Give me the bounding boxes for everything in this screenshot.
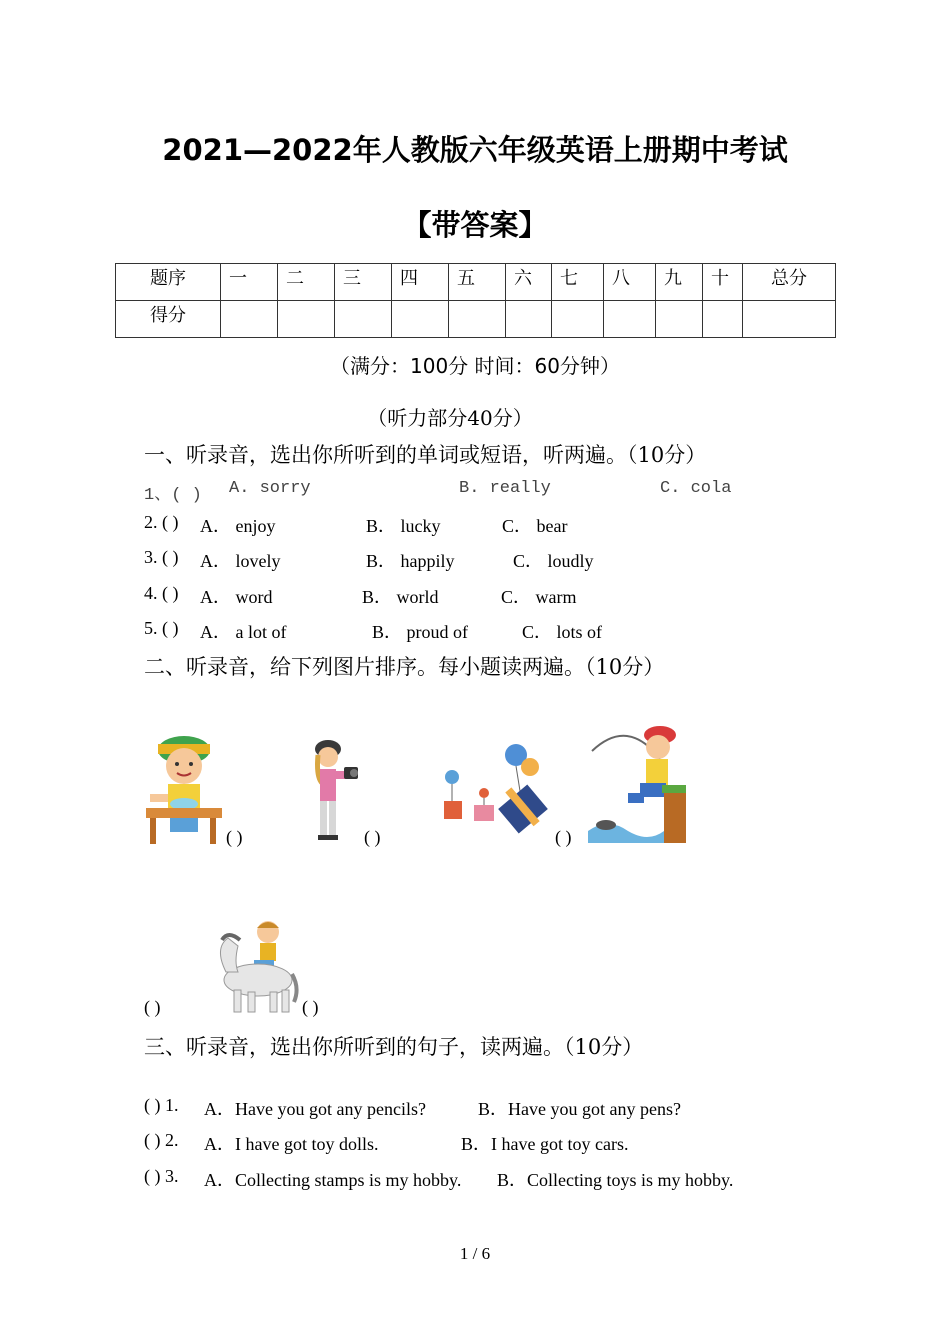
q4-number: 4. ( ) [144, 583, 179, 603]
q5-option-a: A． a lot of [200, 622, 287, 642]
score-header-cell: 题序 [116, 264, 221, 301]
score-cell[interactable] [392, 301, 449, 338]
score-row-label: 得分 [116, 301, 221, 338]
s3-item1-option-b: B．Have you got any pens? [478, 1099, 681, 1119]
score-table-header-row [116, 264, 836, 301]
q2-number: 2. ( ) [144, 512, 179, 532]
score-header-cell: 五 [449, 264, 506, 301]
score-header-cell: 七 [552, 264, 604, 301]
s3-item2-number: ( ) 2. [144, 1130, 179, 1150]
score-cell[interactable] [604, 301, 656, 338]
score-cell[interactable] [743, 301, 836, 338]
q4-option-a: A． word [200, 587, 273, 607]
picture-blank[interactable]: ( ) [226, 827, 243, 847]
listening-header: （听力部分40分） [367, 406, 533, 430]
q3-option-b: B． happily [366, 551, 455, 571]
q2-option-a: A． enjoy [200, 516, 276, 536]
score-header-cell: 十 [703, 264, 743, 301]
q1-option-c: C. cola [660, 479, 732, 498]
score-header-cell: 四 [392, 264, 449, 301]
exam-meta: （满分：100分 时间：60分钟） [330, 354, 620, 378]
q3-option-a: A． lovely [200, 551, 281, 571]
score-cell[interactable] [506, 301, 552, 338]
score-cell[interactable] [449, 301, 506, 338]
section1-title: 一、听录音，选出你所听到的单词或短语，听两遍。（10分） [144, 443, 707, 467]
score-header-cell: 六 [506, 264, 552, 301]
q3-number: 3. ( ) [144, 547, 179, 567]
doc-title-line1: 2021—2022年人教版六年级英语上册期中考试 [162, 133, 788, 167]
q4-option-b: B． world [362, 587, 439, 607]
score-cell[interactable] [703, 301, 743, 338]
doc-title-line2: 【带答案】 [402, 208, 548, 242]
score-header-cell: 三 [335, 264, 392, 301]
score-cell[interactable] [552, 301, 604, 338]
score-cell[interactable] [221, 301, 278, 338]
q5-option-c: C． lots of [522, 622, 603, 642]
score-header-cell: 八 [604, 264, 656, 301]
score-header-cell: 二 [278, 264, 335, 301]
score-cell[interactable] [278, 301, 335, 338]
score-header-cell: 总分 [743, 264, 836, 301]
girl-camera-picture [298, 737, 362, 843]
score-cell[interactable] [335, 301, 392, 338]
q2-option-c: C． bear [502, 516, 568, 536]
score-cell[interactable] [656, 301, 703, 338]
picture-blank[interactable]: ( ) [364, 827, 381, 847]
s3-item1-number: ( ) 1. [144, 1095, 179, 1115]
q5-option-b: B． proud of [372, 622, 468, 642]
q3-option-c: C． loudly [513, 551, 594, 571]
picture-blank[interactable]: ( ) [144, 997, 161, 1017]
q1-option-a: A. sorry [229, 479, 311, 498]
s3-item3-option-a: A．Collecting stamps is my hobby. [204, 1170, 462, 1190]
picture-blank[interactable]: ( ) [302, 997, 319, 1017]
s3-item2-option-b: B．I have got toy cars. [461, 1134, 629, 1154]
q2-option-b: B． lucky [366, 516, 441, 536]
q4-option-c: C． warm [501, 587, 577, 607]
score-table [115, 263, 836, 338]
q1-number: 1、( ) [144, 486, 202, 505]
section2-title: 二、听录音，给下列图片排序。每小题读两遍。（10分） [144, 655, 665, 679]
s3-item1-option-a: A．Have you got any pencils? [204, 1099, 426, 1119]
score-table-score-row [116, 301, 836, 338]
page-number: 1 / 6 [459, 1244, 491, 1263]
q5-number: 5. ( ) [144, 618, 179, 638]
section3-title: 三、听录音，选出你所听到的句子，读两遍。（10分） [144, 1035, 644, 1059]
s3-item3-option-b: B．Collecting toys is my hobby. [497, 1170, 734, 1190]
s3-item2-option-a: A．I have got toy dolls. [204, 1134, 379, 1154]
picture-blank[interactable]: ( ) [555, 827, 572, 847]
score-header-cell: 九 [656, 264, 703, 301]
gifts-balloons-picture [442, 741, 554, 835]
boy-fishing-picture [588, 721, 686, 843]
q1-option-b: B. really [459, 479, 551, 498]
s3-item3-number: ( ) 3. [144, 1166, 179, 1186]
boy-eating-picture [144, 728, 224, 844]
boy-riding-horse-picture [208, 918, 300, 1014]
score-header-cell: 一 [221, 264, 278, 301]
